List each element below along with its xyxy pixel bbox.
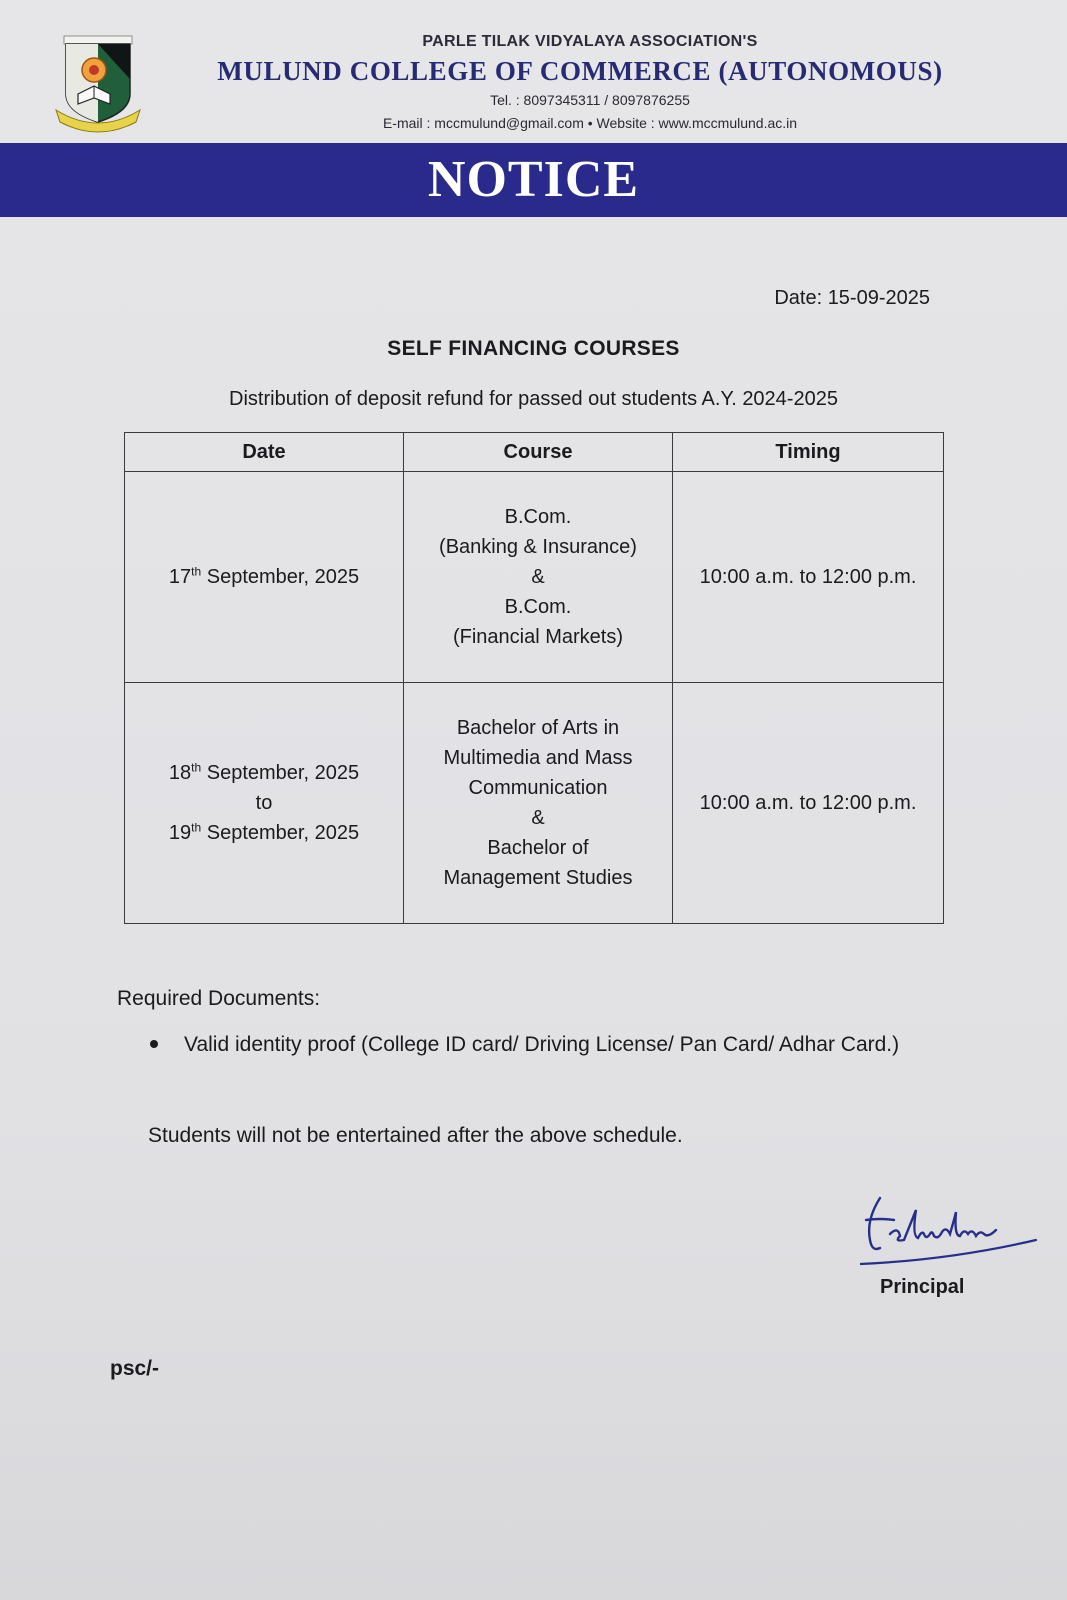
course-line: & bbox=[531, 566, 545, 588]
header-course: Course bbox=[404, 433, 673, 472]
notice-heading: SELF FINANCING COURSES bbox=[387, 337, 680, 360]
telephone-line: Tel. : 8097345311 / 8097876255 bbox=[490, 92, 690, 108]
course-line: Management Studies bbox=[443, 867, 633, 889]
course-line: (Banking & Insurance) bbox=[439, 536, 637, 558]
notice-title: NOTICE bbox=[427, 151, 640, 208]
principal-title: Principal bbox=[880, 1276, 965, 1298]
course-line: Bachelor of Arts in bbox=[456, 717, 620, 739]
closing-statement: Students will not be entertained after the above schedule. bbox=[148, 1124, 683, 1147]
course-line: Communication bbox=[468, 777, 608, 799]
row-course bbox=[404, 683, 673, 924]
course-line: (Financial Markets) bbox=[452, 626, 624, 648]
row-date bbox=[125, 472, 404, 683]
header-date: Date bbox=[125, 433, 404, 472]
document-item: Valid identity proof (College ID card/ Driving License/ Pan Card/ Adhar Card.) bbox=[184, 1033, 900, 1056]
reference-code: psc/- bbox=[110, 1357, 160, 1380]
date-start bbox=[135, 758, 393, 788]
college-name: MULUND COLLEGE OF COMMERCE (AUTONOMOUS) bbox=[217, 56, 943, 86]
date-day: 19 bbox=[168, 822, 192, 844]
date-suffix: th bbox=[191, 820, 202, 835]
table-header-row bbox=[125, 433, 944, 472]
course-line: Bachelor of bbox=[487, 837, 589, 859]
college-crest-icon bbox=[52, 34, 144, 134]
row-timing: 10:00 a.m. to 12:00 p.m. bbox=[673, 472, 944, 683]
course-line: B.Com. bbox=[504, 506, 572, 528]
row-date bbox=[125, 683, 404, 924]
schedule-table bbox=[124, 432, 944, 924]
table-row bbox=[125, 683, 944, 924]
notice-date: Date: 15-09-2025 bbox=[774, 287, 930, 309]
date-month-year: September, 2025 bbox=[201, 762, 360, 784]
course-line: Multimedia and Mass bbox=[443, 747, 633, 769]
notice-subheading: Distribution of deposit refund for passed out students A.Y. 2024-2025 bbox=[229, 388, 838, 410]
required-documents-label: Required Documents: bbox=[117, 987, 321, 1010]
date-day: 18 bbox=[168, 762, 192, 784]
date-month-year: September, 2025 bbox=[201, 566, 360, 588]
email-website-line: E-mail : mccmulund@gmail.com • Website : www.mccmulund.ac.in bbox=[382, 115, 798, 131]
row-course bbox=[404, 472, 673, 683]
date-suffix: th bbox=[191, 564, 202, 579]
bullet-icon bbox=[150, 1040, 158, 1048]
course-line: B.Com. bbox=[504, 596, 572, 618]
table-row bbox=[125, 472, 944, 683]
date-end bbox=[135, 818, 393, 848]
course-line: & bbox=[531, 807, 545, 829]
row-timing: 10:00 a.m. to 12:00 p.m. bbox=[673, 683, 944, 924]
date-month-year: September, 2025 bbox=[201, 822, 360, 844]
date-day: 17 bbox=[168, 566, 192, 588]
date-suffix: th bbox=[191, 760, 202, 775]
principal-signature bbox=[860, 1190, 1060, 1280]
association-name: PARLE TILAK VIDYALAYA ASSOCIATION'S bbox=[422, 33, 758, 50]
header-timing: Timing bbox=[673, 433, 944, 472]
date-to: to bbox=[255, 792, 273, 814]
